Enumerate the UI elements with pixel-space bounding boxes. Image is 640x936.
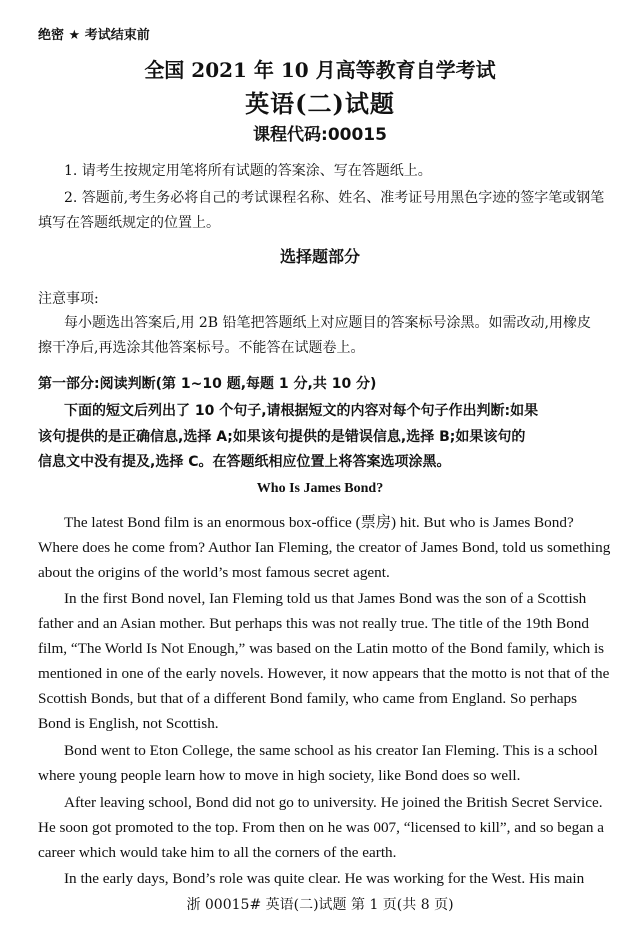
page-footer: 浙 00015# 英语(二)试题 第 1 页(共 8 页): [186, 897, 454, 913]
notes-line-1: 每小题选出答案后,用 2B 铅笔把答题纸上对应题目的答案标号涂黑。如需改动,用橡皮: [64, 315, 591, 331]
passage-line: Where does he come from? Author Ian Fleming, the creator of James Bond, told us something: [38, 539, 611, 556]
part1-line-1: 下面的短文后列出了 10 个句子,请根据短文的内容对每个句子作出判断:如果: [64, 403, 539, 419]
passage-line: The latest Bond film is an enormous box-office (票房) hit. But who is James Bond?: [64, 514, 574, 531]
subject-title: 英语(二)试题: [245, 89, 395, 118]
part1-heading: 第一部分:阅读判断(第 1~10 题,每题 1 分,共 10 分): [38, 376, 377, 392]
passage-line: He soon got promoted to the top. From then on he was 007, “licensed to kill”, and so began a: [38, 819, 605, 836]
passage-line: about the origins of the world’s most famous secret agent.: [38, 564, 390, 581]
instruction-2-cont: 填写在答题纸规定的位置上。: [38, 215, 220, 231]
passage-line: film, “The World Is Not Enough,” was based on the Latin motto of the Bond family, which is: [38, 640, 605, 657]
passage-line: where young people learn how to move in high society, like Bond does so well.: [38, 767, 521, 784]
passage-line: After leaving school, Bond did not go to university. He joined the British Secret Service.: [64, 794, 603, 811]
passage-title: Who Is James Bond?: [256, 481, 384, 496]
part1-line-3: 信息文中没有提及,选择 C。在答题纸相应位置上将答案选项涂黑。: [38, 454, 451, 470]
notes-heading: 注意事项:: [38, 291, 99, 307]
passage-line: career which would take him to all the corners of the earth.: [38, 844, 397, 861]
part1-line-2: 该句提供的是正确信息,选择 A;如果该句提供的是错误信息,选择 B;如果该句的: [38, 429, 526, 445]
passage-line: father and an Asian mother. But perhaps this was not really true. The title of the 19th Bond: [38, 615, 589, 632]
passage-line: In the first Bond novel, Ian Fleming told us that James Bond was the son of a Scottish: [64, 590, 587, 607]
section-title: 选择题部分: [279, 247, 360, 266]
passage-line: In the early days, Bond’s role was quite clear. He was working for the West. His main: [64, 870, 585, 887]
confidential-label: 绝密 ★ 考试结束前: [38, 28, 150, 43]
instruction-1: 1. 请考生按规定用笔将所有试题的答案涂、写在答题纸上。: [64, 163, 432, 179]
course-code: 课程代码:00015: [253, 125, 387, 145]
notes-line-2: 擦干净后,再选涂其他答案标号。不能答在试题卷上。: [38, 340, 365, 356]
instruction-2: 2. 答题前,考生务必将自己的考试课程名称、姓名、准考证号用黑色字迹的签字笔或钢笔: [64, 190, 605, 206]
passage-line: Scottish Bonds, but that of a different Bond family, who came from England. So perhaps: [38, 690, 578, 707]
passage-line: Bond went to Eton College, the same school as his creator Ian Fleming. This is a school: [64, 742, 598, 759]
passage-line: Bond is English, not Scottish.: [38, 715, 219, 732]
exam-title: 全国 2021 年 10 月高等教育自学考试: [144, 58, 496, 82]
passage-line: mentioned in one of the early novels. However, it now appears that the motto is not that of the: [38, 665, 610, 682]
